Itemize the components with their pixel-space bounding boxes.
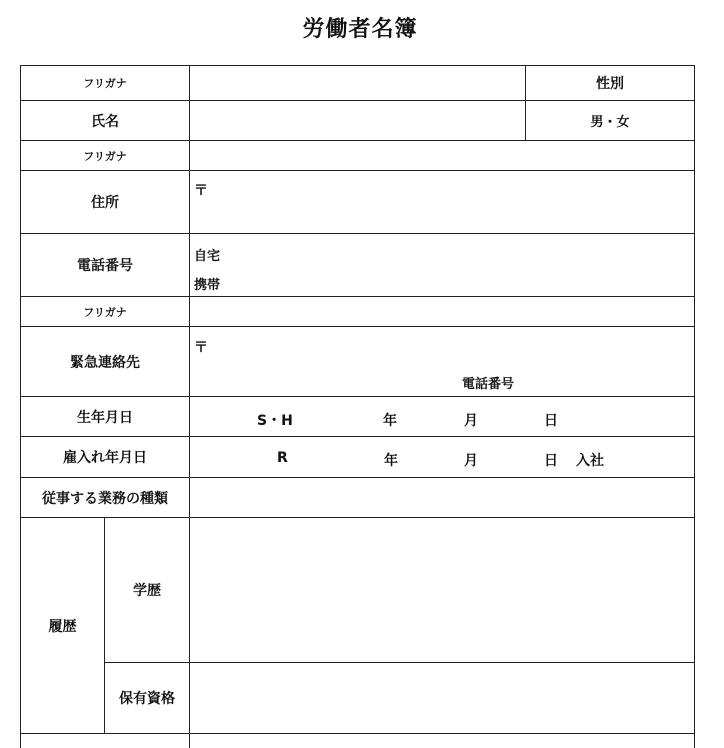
job-type-field[interactable] — [190, 478, 694, 517]
qualification-label: 保有資格 — [119, 691, 175, 707]
birth-year-unit: 年 — [383, 413, 397, 429]
education-label: 学歴 — [133, 583, 161, 599]
name-label: 氏名 — [91, 113, 119, 130]
emergency-furigana-field[interactable] — [190, 297, 694, 326]
postal-mark: 〒 — [194, 183, 208, 199]
furigana-label: フリガナ — [83, 77, 127, 90]
phone-home-label: 自宅 — [194, 249, 221, 264]
postal-mark: 〒 — [194, 340, 208, 356]
job-type-label: 従事する業務の種類 — [42, 490, 168, 507]
address-furigana-field[interactable] — [190, 141, 694, 170]
row-border — [20, 733, 695, 734]
phone-mobile-label: 携帯 — [194, 278, 221, 293]
hire-year-unit: 年 — [384, 453, 398, 469]
phone-field[interactable] — [190, 234, 694, 296]
hire-era: R — [277, 450, 288, 466]
hire-date-label: 雇入れ年月日 — [63, 450, 147, 466]
column-border — [694, 65, 695, 748]
hire-suffix: 入社 — [576, 453, 604, 469]
emergency-contact-field[interactable] — [190, 327, 694, 396]
birthdate-label: 生年月日 — [77, 409, 133, 426]
qualification-field[interactable] — [190, 663, 694, 733]
address-label: 住所 — [91, 195, 119, 211]
name-furigana-field[interactable] — [190, 66, 525, 100]
phone-label: 電話番号 — [77, 258, 133, 274]
document-title: 労働者名簿 — [302, 17, 418, 42]
name-field[interactable] — [190, 101, 525, 140]
hire-day-unit: 日 — [544, 453, 558, 469]
education-field[interactable] — [190, 518, 694, 662]
furigana-label: フリガナ — [83, 149, 127, 163]
emergency-phone-label: 電話番号 — [462, 377, 515, 392]
emergency-contact-label: 緊急連絡先 — [70, 354, 140, 371]
history-label: 履歴 — [48, 618, 77, 635]
hire-month-unit: 月 — [464, 453, 478, 469]
gender-options[interactable]: 男・女 — [590, 115, 630, 130]
birth-day-unit: 日 — [544, 413, 558, 429]
furigana-label: フリガナ — [83, 305, 127, 319]
birth-era: S・H — [257, 413, 293, 429]
address-field[interactable] — [190, 171, 694, 233]
hire-date-field[interactable] — [190, 437, 694, 477]
gender-header: 性別 — [596, 76, 624, 92]
birth-month-unit: 月 — [464, 413, 478, 429]
